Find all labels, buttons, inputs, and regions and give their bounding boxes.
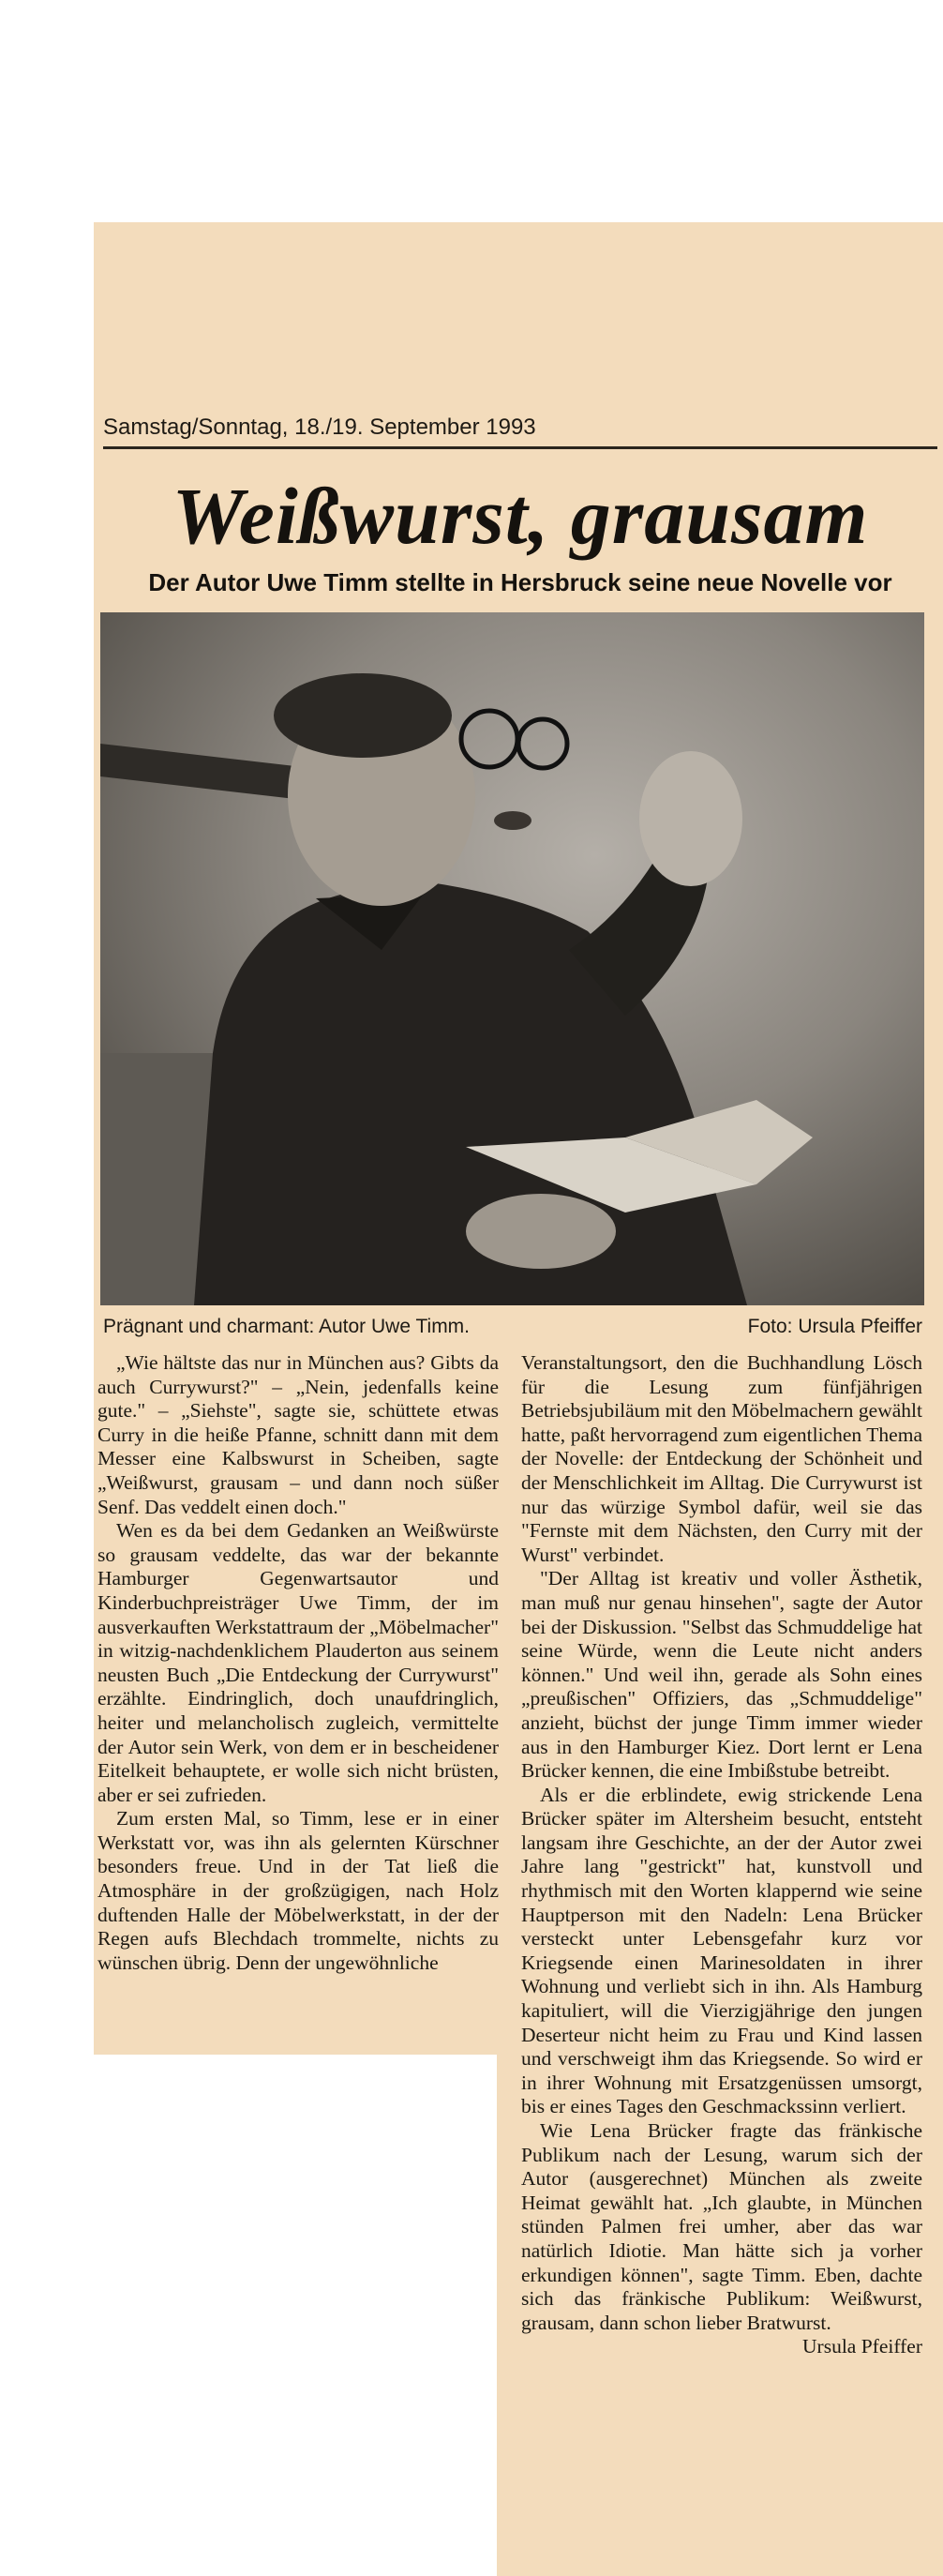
headline: Weißwurst, grausam — [172, 471, 869, 561]
article-paragraph: Veranstaltungsort, den die Buchhandlung Lösch für die Lesung zum fünfjährigen Betriebsjubiläum mit den Möbelmachern gewählt hatte, paßt hervorragend zum eigentlichen Thema der Novelle: der Entdeckung der Schönheit und der Menschlichkeit im Alltag. Die Currywurst ist nur das würzige Symbol dafür, weil sie das "Fernste mit dem Nächsten, den Curry mit der Wurst" verbindet. — [521, 1351, 922, 1566]
article-column-left — [97, 1351, 499, 1975]
subheadline: Der Autor Uwe Timm stellte in Hersbruck seine neue Novelle vor — [148, 568, 892, 596]
author-photo — [100, 612, 924, 1305]
photo-caption: Prägnant und charmant: Autor Uwe Timm. — [103, 1316, 471, 1337]
article-paragraph: Wie Lena Brücker fragte das fränkische Publikum nach der Lesung, warum sich der Autor (ausgerechnet) München als zweite Heimat gewählt hat. „Ich glaubte, in München stünden Palmen frei umher, aber das war natürlich Idiotie. Man hätte sich ja vorher erkundigen können", sagte Timm. Eben, dachte sich das fränkische Publikum: Weißwurst, grausam, dann schon lieber Bratwurst. — [521, 2119, 922, 2334]
article-paragraph: "Der Alltag ist kreativ und voller Ästhetik, man muß nur genau hinsehen", sagte der Autor bei der Diskussion. "Selbst das Schmuddelige hat seine Würde, wenn die Leute nicht anders können." Und weil ihn, gerade als Sohn eines „preußischen" Offiziers, das „Schmuddelige" anzieht, büchst der junge Timm immer wieder aus in den Hamburger Kiez. Dort lernt er Lena Brücker kennen, die eine Imbißstube betreibt. — [521, 1567, 922, 1783]
article-paragraph: Wen es da bei dem Gedanken an Weißwürste so grausam veddelte, das war der bekannte Hamburger Gegenwartsautor und Kinderbuchpreisträger Uwe Timm, der im ausverkauften Werkstattraum der „Möbelmacher" in witzig-nachdenklichem Plauderton aus seinem neusten Buch „Die Entdeckung der Currywurst" erzählte. Eindringlich, doch unaufdringlich, heiter und melancholisch zugleich, vermittelte der Autor sein Werk, von dem er in bescheidener Eitelkeit behauptete, er wolle sich nicht brüsten, aber er sei zufrieden. — [97, 1519, 499, 1806]
photo-credit: Foto: Ursula Pfeiffer — [747, 1316, 922, 1337]
article-column-right — [521, 1351, 922, 2359]
article-paragraph: „Wie hältste das nur in München aus? Gibts da auch Currywurst?" – „Nein, jedenfalls keine gute." – „Siehste", sagte sie, schüttete etwas Curry in die heiße Pfanne, schnitt dann mit dem Messer eine Kalbswurst in Scheiben, sagte „Weißwurst, grausam – und dann noch süßer Senf. Das veddelt einen doch." — [97, 1351, 499, 1518]
dateline: Samstag/Sonntag, 18./19. September 1993 — [103, 414, 937, 449]
article-paragraph: Zum ersten Mal, so Timm, lese er in einer Werkstatt vor, was ihn als gelernten Kürschner besonders freue. Und in der Tat ließ die Atmosphäre in der großzügigen, nach Holz duftenden Halle der Möbelwerkstatt, in der der Regen aufs Blechdach trommelte, nichts zu wünschen übrig. Denn der ungewöhnliche — [97, 1807, 499, 1974]
author-signature: Ursula Pfeiffer — [802, 2335, 922, 2358]
article-paragraph: Als er die erblindete, ewig strickende Lena Brücker später im Altersheim besucht, entsteht langsam ihre Geschichte, an der der Autor zwei Jahre lang "gestrickt" hat, kunstvoll und rhythmisch mit den Worten klappernd wie seine Hauptperson mit den Nadeln: Lena Brücker versteckt unter Lebensgefahr kurz vor Kriegsende einen Marinesoldaten in ihrer Wohnung und verliebt sich in ihn. Als Hamburg kapituliert, will die Vierzigjährige den jungen Deserteur nicht heim zu Frau und Kind lassen und verschweigt ihm das Kriegsende. So wird er in ihrer Wohnung mit Ersatzgenüssen umsorgt, bis er eines Tages den Geschmackssinn verliert. — [521, 1783, 922, 2118]
author-reading-photo-icon — [100, 612, 924, 1305]
